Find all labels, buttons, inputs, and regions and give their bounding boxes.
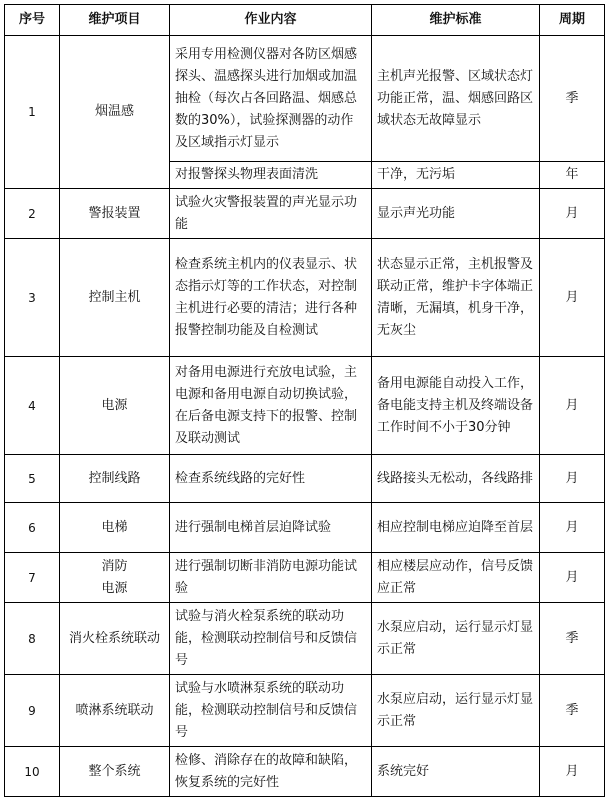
- row-item: 电梯: [60, 503, 170, 553]
- row-standard: 相应控制电梯应迫降至首层: [372, 503, 540, 553]
- row-cycle: 月: [540, 189, 605, 239]
- row-no: 6: [5, 503, 60, 553]
- row-cycle: 季: [540, 603, 605, 675]
- row-no: 7: [5, 553, 60, 603]
- row-cycle: 年: [540, 162, 605, 189]
- table-row: [5, 36, 605, 162]
- row-item: 整个系统: [60, 747, 170, 797]
- row-no: 4: [5, 357, 60, 455]
- row-content: 对报警探头物理表面清洗: [170, 162, 372, 189]
- row-standard: 干净，无污垢: [372, 162, 540, 189]
- row-standard: 系统完好: [372, 747, 540, 797]
- row-standard: 显示声光功能: [372, 189, 540, 239]
- header-cycle: 周期: [540, 5, 605, 36]
- row-item: 控制主机: [60, 239, 170, 357]
- row-item: 控制线路: [60, 455, 170, 503]
- row-no: 1: [5, 36, 60, 189]
- row-content: 对备用电源进行充放电试验，主电源和备用电源自动切换试验，在后备电源支持下的报警、控制及联动测试: [170, 357, 372, 455]
- row-content: 试验火灾警报装置的声光显示功能: [170, 189, 372, 239]
- row-content: 试验与水喷淋泵系统的联动功能，检测联动控制信号和反馈信号: [170, 675, 372, 747]
- row-standard: 主机声光报警、区域状态灯功能正常，温、烟感回路区域状态无故障显示: [372, 36, 540, 162]
- row-item-line: 消防: [101, 558, 128, 574]
- row-no: 8: [5, 603, 60, 675]
- header-no: 序号: [5, 5, 60, 36]
- row-item: 警报装置: [60, 189, 170, 239]
- row-no: 3: [5, 239, 60, 357]
- table-row: [5, 603, 605, 675]
- row-content: 进行强制电梯首层迫降试验: [170, 503, 372, 553]
- table-row: [5, 239, 605, 357]
- row-standard: 水泵应启动，运行显示灯显示正常: [372, 675, 540, 747]
- row-standard: 状态显示正常，主机报警及联动正常，维护卡字体端正清晰，无漏填，机身干净，无灰尘: [372, 239, 540, 357]
- row-standard: 水泵应启动，运行显示灯显示正常: [372, 603, 540, 675]
- table-row: [5, 553, 605, 603]
- maintenance-table: [4, 4, 605, 797]
- header-row: [5, 5, 605, 36]
- row-content: 检修、消除存在的故障和缺陷，恢复系统的完好性: [170, 747, 372, 797]
- row-content: 采用专用检测仪器对各防区烟感探头、温感探头进行加烟或加温抽检（每次占各回路温、烟感总数的30%），试验探测器的动作及区域指示灯显示: [170, 36, 372, 162]
- row-content: 检查系统主机内的仪表显示、状态指示灯等的工作状态，对控制主机进行必要的清洁；进行各种报警控制功能及自检测试: [170, 239, 372, 357]
- row-no: 2: [5, 189, 60, 239]
- table-row: [5, 747, 605, 797]
- header-item: 维护项目: [60, 5, 170, 36]
- table-row: [5, 189, 605, 239]
- row-standard: 相应楼层应动作，信号反馈应正常: [372, 553, 540, 603]
- row-no: 10: [5, 747, 60, 797]
- row-cycle: 月: [540, 747, 605, 797]
- row-cycle: 季: [540, 675, 605, 747]
- header-standard: 维护标准: [372, 5, 540, 36]
- row-cycle: 月: [540, 455, 605, 503]
- row-standard: 线路接头无松动，各线路排: [372, 455, 540, 503]
- row-cycle: 月: [540, 357, 605, 455]
- row-item: 消火栓系统联动: [60, 603, 170, 675]
- table-row: [5, 455, 605, 503]
- row-no: 9: [5, 675, 60, 747]
- table-row: [5, 675, 605, 747]
- row-cycle: 月: [540, 503, 605, 553]
- row-standard: 备用电源能自动投入工作，备电能支持主机及终端设备工作时间不小于30分钟: [372, 357, 540, 455]
- row-no: 5: [5, 455, 60, 503]
- row-content: 检查系统线路的完好性: [170, 455, 372, 503]
- row-content: 试验与消火栓泵系统的联动功能，检测联动控制信号和反馈信号: [170, 603, 372, 675]
- row-item: 烟温感: [60, 36, 170, 189]
- row-cycle: 季: [540, 36, 605, 162]
- table-row: [5, 503, 605, 553]
- row-item: [60, 553, 170, 603]
- row-cycle: 月: [540, 553, 605, 603]
- row-item: 电源: [60, 357, 170, 455]
- row-item: 喷淋系统联动: [60, 675, 170, 747]
- row-item-line: 电源: [101, 580, 128, 596]
- row-content: 进行强制切断非消防电源功能试验: [170, 553, 372, 603]
- header-content: 作业内容: [170, 5, 372, 36]
- table-row: [5, 357, 605, 455]
- row-cycle: 月: [540, 239, 605, 357]
